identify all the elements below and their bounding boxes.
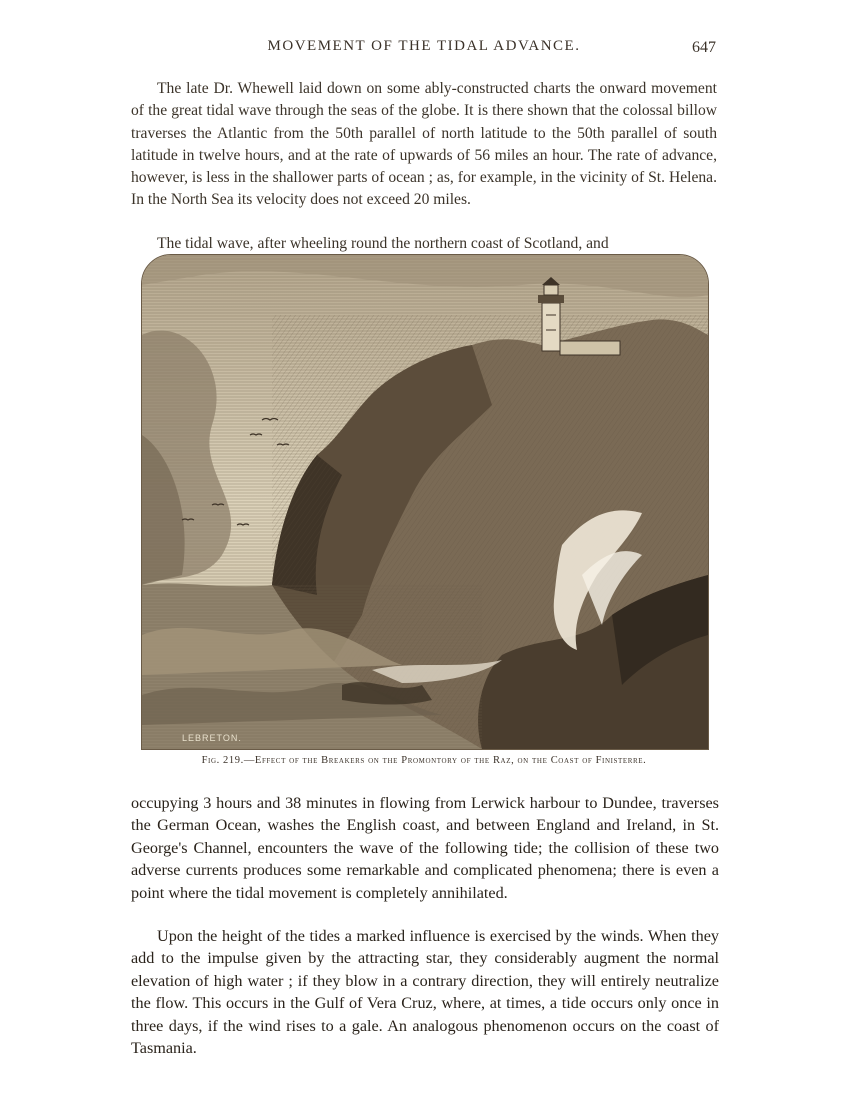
figure-engraving [141,254,709,750]
page-header [130,38,718,60]
running-title: MOVEMENT OF THE TIDAL ADVANCE. [267,38,581,54]
engraver-signature: LEBRETON. [182,733,242,743]
paragraph-winds: Upon the height of the tides a marked influence is exercised by the winds. When they add to the impulse given by the attracting star, they considerably augment the normal elevation of high water ; if they blow in a contrary direction, they will entirely neutralize the flow. This occurs in the Gulf of Vera Cruz, where, at times, a tide occurs only once in three days, if the wind rises to a gale. An analogous phenomenon occurs on the coast of Tasmania. [131,927,719,1058]
paragraph-whewell: The late Dr. Whewell laid down on some ably-constructed charts the onward movement of the great tidal wave through the seas of the globe. It is there shown that the colossal billow traverses the Atlantic from the 50th parallel of north latitude to the 50th parallel of south latitude in twelve hours, and at the rate of upwards of 56 miles an hour. The rate of advance, however, is less in the shallower parts of ocean ; as, for example, in the vicinity of St. Helena. In the North Sea its velocity does not exceed 20 miles. [131,80,717,209]
page-number: 647 [692,39,716,56]
engraving-illustration [142,255,708,749]
paragraph-tidal-wave-continued: occupying 3 hours and 38 minutes in flowing from Lerwick harbour to Dundee, traverses the German Ocean, washes the English coast, and between England and Ireland, in St. George's Channel, encounters the wave of the following tide; the collision of these two adverse currents produces some remarkable and complicated phenomena; there is even a point where the tidal movement is completely annihilated. [131,794,719,902]
figure-caption: Fig. 219.—Effect of the Breakers on the Promontory of the Raz, on the Coast of Finisterre. [201,755,647,766]
paragraph-tidal-wave-start: The tidal wave, after wheeling round the northern coast of Scotland, and [157,235,609,252]
